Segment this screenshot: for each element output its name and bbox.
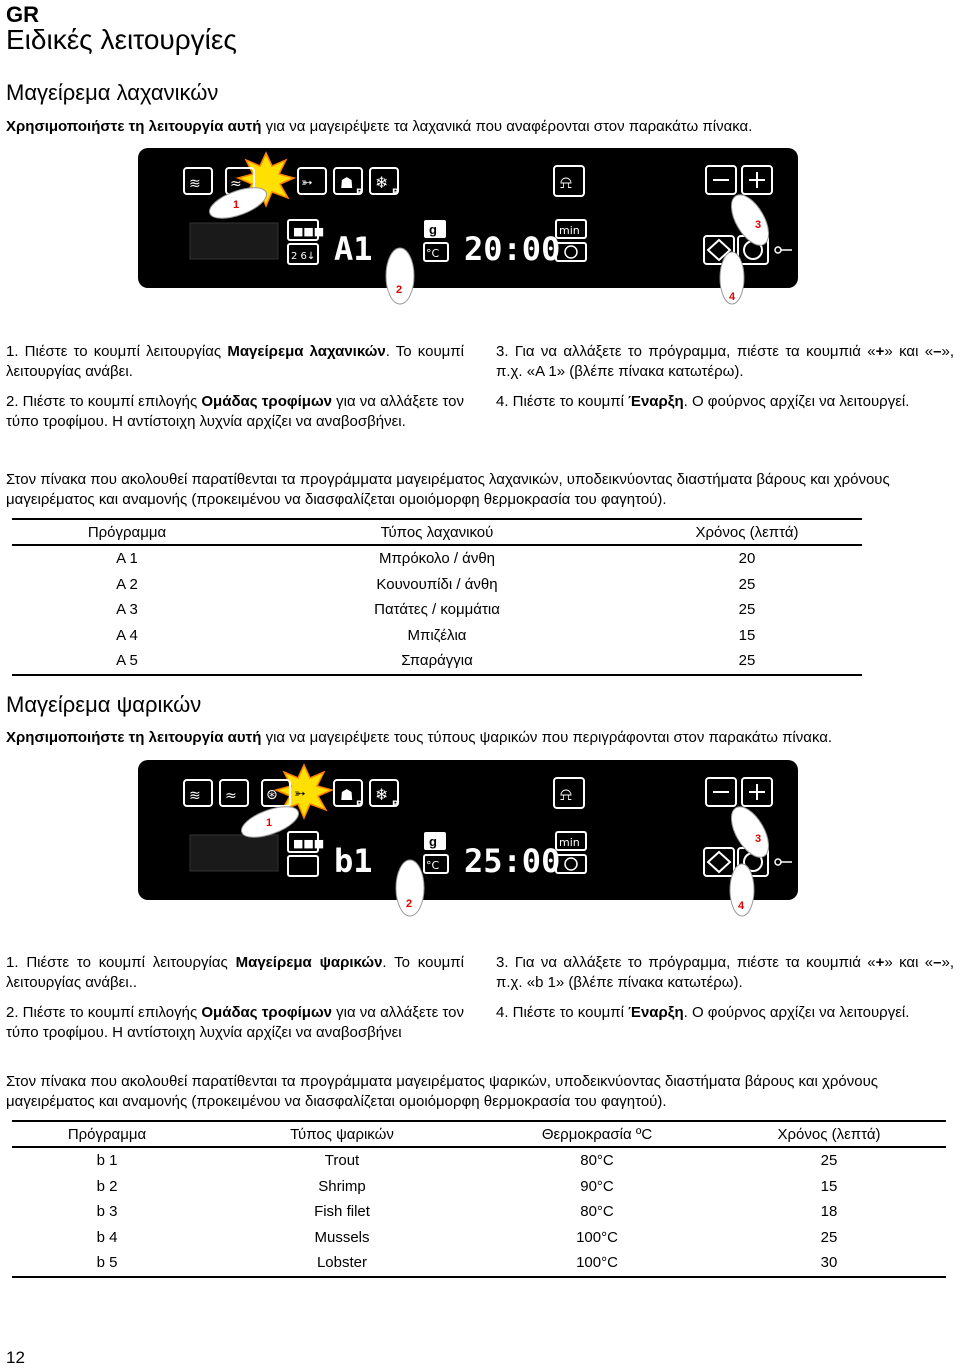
minutes-indicator bbox=[556, 832, 586, 850]
table-cell: 30 bbox=[712, 1250, 946, 1277]
callout-4 bbox=[730, 864, 754, 916]
program-display: b1 bbox=[334, 842, 373, 880]
svg-text:3: 3 bbox=[755, 219, 762, 231]
paragraph-vegetables: Στον πίνακα που ακολουθεί παρατίθενται τα προγράμματα μαγειρέματος λαχανικών, υποδεικνύοντας διαστήματα βάρους και χρόνους μαγειρέματος και αναμονής (προκειμένου να διασφαλίζεται ομοιόμορφη θερμοκρασία του φαγητού). bbox=[6, 471, 890, 508]
table-cell: A 2 bbox=[116, 575, 138, 593]
steam-function-icon[interactable] bbox=[184, 780, 212, 806]
fish-program-table bbox=[12, 1120, 946, 1278]
svg-text:2 6↓: 2 6↓ bbox=[291, 251, 316, 262]
minutes-indicator bbox=[556, 220, 586, 238]
key-lock-icon bbox=[775, 247, 792, 253]
svg-text:°C: °C bbox=[426, 247, 440, 260]
intro-vegetables bbox=[6, 118, 956, 135]
svg-text:■■■: ■■■ bbox=[293, 225, 325, 238]
table-row bbox=[12, 1147, 946, 1174]
plus-button[interactable] bbox=[742, 778, 772, 806]
svg-text:☗: ☗ bbox=[340, 174, 354, 192]
table-cell: b 1 bbox=[96, 1152, 118, 1170]
plus-button[interactable] bbox=[742, 166, 772, 194]
table-cell: 25 bbox=[738, 601, 756, 619]
table-cell: Trout bbox=[324, 1152, 360, 1170]
svg-text:2: 2 bbox=[406, 898, 413, 910]
table-cell: b 4 bbox=[96, 1228, 118, 1246]
intro-rest: για να μαγειρέψετε τους τύπους ψαρικών που περιγράφονται στον παρακάτω πίνακα. bbox=[261, 729, 833, 746]
svg-text:min: min bbox=[559, 224, 580, 237]
table-cell: 25 bbox=[820, 1152, 838, 1170]
table-cell: A 5 bbox=[12, 648, 242, 675]
svg-text:≈: ≈ bbox=[230, 176, 242, 192]
svg-text:P: P bbox=[392, 188, 399, 198]
weight-indicator bbox=[424, 220, 446, 238]
table-cell: b 5 bbox=[12, 1250, 202, 1277]
table-row bbox=[12, 597, 862, 623]
table-row bbox=[12, 545, 862, 572]
step-2: 2. Πιέστε το κουμπί επιλογής Ομάδας τροφίμων για να αλλάξετε τον τύπο τροφίμου. Η αντίστοιχη λυχνία αρχίζει να αναβοσβήνει. bbox=[6, 393, 464, 430]
timer-bell-icon[interactable] bbox=[554, 166, 584, 196]
table-row bbox=[12, 1199, 946, 1225]
weight-indicator bbox=[424, 832, 446, 850]
table-row bbox=[12, 1250, 946, 1277]
intro-rest: για να μαγειρέψετε τα λαχανικά που αναφέρονται στον παρακάτω πίνακα. bbox=[261, 118, 753, 135]
steps-left-vegetables bbox=[6, 342, 464, 442]
steps-left-fish bbox=[6, 953, 464, 1053]
control-panel-vegetables bbox=[138, 148, 798, 303]
table-cell: 100°C bbox=[482, 1250, 712, 1277]
vegetable-program-table bbox=[12, 518, 862, 676]
step-3: 3. Για να αλλάξετε το πρόγραμμα, πιέστε τα κουμπιά «+» και «–», π.χ. «b 1» (βλέπε πίνακα κατωτέρω). bbox=[496, 954, 954, 991]
table-cell: 15 bbox=[738, 626, 756, 644]
table-cell: Πατάτες / κομμάτια bbox=[374, 601, 500, 619]
paragraph-fish: Στον πίνακα που ακολουθεί παρατίθενται τα προγράμματα μαγειρέματος ψαρικών, υποδεικνύοντας διαστήματα βάρους και χρόνους μαγειρέματος και αναμονής (προκειμένου να διασφαλίζεται ομοιόμορφη θερμοκρασία του φαγητού). bbox=[6, 1073, 879, 1110]
step-1: 1. Πιέστε το κουμπί λειτουργίας Μαγείρεμα ψαρικών. Το κουμπί λειτουργίας ανάβει.. bbox=[6, 954, 464, 991]
svg-text:3: 3 bbox=[755, 833, 762, 845]
table-cell: A 4 bbox=[116, 626, 138, 644]
time-display: 20:00 bbox=[464, 230, 561, 268]
section-heading-vegetables: Μαγείρεμα λαχανικών bbox=[6, 80, 219, 105]
svg-text:❄: ❄ bbox=[375, 785, 389, 804]
step-4: 4. Πιέστε το κουμπί Έναρξη. Ο φούρνος αρχίζει να λειτουργεί. bbox=[496, 1004, 910, 1021]
table-cell: 80°C bbox=[580, 1203, 614, 1221]
step-4: 4. Πιέστε το κουμπί Έναρξη. Ο φούρνος αρχίζει να λειτουργεί. bbox=[496, 393, 910, 410]
table-cell: 25 bbox=[820, 1228, 838, 1246]
svg-text:g: g bbox=[429, 222, 437, 237]
table-cell: 100°C bbox=[576, 1228, 618, 1246]
table-cell: Shrimp bbox=[318, 1177, 366, 1195]
step-3: 3. Για να αλλάξετε το πρόγραμμα, πιέστε τα κουμπιά «+» και «–», π.χ. «A 1» (βλέπε πίνακα κατωτέρω). bbox=[496, 343, 954, 380]
meat-cooking-icon[interactable] bbox=[334, 168, 363, 198]
table-row bbox=[12, 623, 862, 649]
table-cell: 80°C bbox=[580, 1152, 614, 1170]
language-code: GR bbox=[6, 2, 39, 27]
table-header-row bbox=[12, 1121, 946, 1147]
svg-text:2: 2 bbox=[396, 284, 403, 296]
meat-cooking-icon[interactable] bbox=[334, 780, 363, 810]
svg-text:❄: ❄ bbox=[375, 173, 389, 192]
minus-button[interactable] bbox=[706, 166, 736, 194]
table-header: Πρόγραμμα bbox=[12, 519, 242, 545]
svg-text:1: 1 bbox=[266, 817, 273, 829]
steam-function-icon[interactable] bbox=[184, 168, 212, 194]
svg-text:➳: ➳ bbox=[301, 175, 313, 191]
table-cell: 90°C bbox=[580, 1177, 614, 1195]
temperature-indicator bbox=[424, 855, 448, 873]
table-cell: b 3 bbox=[96, 1203, 118, 1221]
quantity-button[interactable] bbox=[288, 832, 324, 852]
section-heading-fish: Μαγείρεμα ψαρικών bbox=[6, 692, 202, 717]
table-cell: 15 bbox=[820, 1177, 838, 1195]
svg-text:⍾: ⍾ bbox=[560, 172, 572, 193]
intro-bold: Χρησιμοποιήστε τη λειτουργία αυτή bbox=[6, 118, 262, 135]
temperature-indicator bbox=[424, 243, 448, 261]
table-row bbox=[12, 1225, 946, 1251]
table-cell: 20 bbox=[738, 550, 756, 568]
table-cell: Lobster bbox=[202, 1250, 482, 1277]
table-cell: Κουνουπίδι / άνθη bbox=[376, 575, 498, 593]
table-cell: Mussels bbox=[314, 1228, 370, 1246]
svg-text:≈: ≈ bbox=[225, 788, 237, 804]
callout-2 bbox=[396, 860, 424, 916]
svg-text:➳: ➳ bbox=[294, 786, 306, 802]
svg-text:⊛: ⊛ bbox=[266, 787, 278, 803]
svg-text:☗: ☗ bbox=[340, 786, 354, 804]
svg-text:°C: °C bbox=[426, 859, 440, 872]
callout-4 bbox=[720, 252, 744, 304]
intro-bold: Χρησιμοποιήστε τη λειτουργία αυτή bbox=[6, 729, 262, 746]
clock-icon[interactable] bbox=[556, 243, 586, 261]
svg-text:P: P bbox=[356, 800, 363, 810]
step-1: 1. Πιέστε το κουμπί λειτουργίας Μαγείρεμα λαχανικών. Το κουμπί λειτουργίας ανάβει. bbox=[6, 343, 464, 380]
time-display: 25:00 bbox=[464, 842, 561, 880]
timer-bell-icon[interactable] bbox=[554, 778, 584, 808]
svg-text:1: 1 bbox=[233, 199, 240, 211]
svg-text:g: g bbox=[429, 834, 437, 849]
table-header: Χρόνος (λεπτά) bbox=[712, 1121, 946, 1147]
table-row bbox=[12, 648, 862, 675]
table-row bbox=[12, 1174, 946, 1200]
table-cell: Μπρόκολο / άνθη bbox=[378, 550, 496, 568]
table-header: Τύπος λαχανικού bbox=[242, 519, 632, 545]
program-display: A1 bbox=[334, 230, 373, 268]
key-lock-icon bbox=[775, 859, 792, 865]
callout-2 bbox=[386, 248, 414, 304]
table-header: Θερμοκρασία ºC bbox=[482, 1121, 712, 1147]
table-cell: b 2 bbox=[96, 1177, 118, 1195]
minus-button[interactable] bbox=[706, 778, 736, 806]
steps-right-fish bbox=[496, 953, 954, 1033]
table-cell: Μπιζέλια bbox=[407, 626, 467, 644]
table-header: Τύπος ψαρικών bbox=[202, 1121, 482, 1147]
table-cell: 25 bbox=[632, 648, 862, 675]
table-cell: 25 bbox=[738, 575, 756, 593]
weight-down-button[interactable] bbox=[288, 856, 318, 876]
start-button[interactable] bbox=[704, 848, 734, 876]
table-cell: A 1 bbox=[116, 550, 138, 568]
svg-text:≋: ≋ bbox=[189, 788, 201, 804]
svg-text:■■■: ■■■ bbox=[293, 837, 325, 850]
intro-fish bbox=[6, 729, 956, 746]
defrost-icon[interactable] bbox=[370, 168, 399, 198]
svg-text:P: P bbox=[392, 800, 399, 810]
svg-text:4: 4 bbox=[738, 900, 745, 912]
vegetable-cooking-icon[interactable] bbox=[220, 780, 248, 806]
weight-down-button[interactable] bbox=[288, 244, 318, 264]
table-cell: A 3 bbox=[116, 601, 138, 619]
table-header-row bbox=[12, 519, 862, 545]
table-cell: Fish filet bbox=[314, 1203, 370, 1221]
step-2: 2. Πιέστε το κουμπί επιλογής Ομάδας τροφίμων για να αλλάξετε τον τύπο τροφίμου. Η αντίστοιχη λυχνία αρχίζει να αναβοσβήνει bbox=[6, 1004, 464, 1041]
table-header: Πρόγραμμα bbox=[12, 1121, 202, 1147]
table-cell: 18 bbox=[820, 1203, 838, 1221]
svg-text:⍾: ⍾ bbox=[560, 784, 572, 805]
svg-text:min: min bbox=[559, 836, 580, 849]
svg-text:4: 4 bbox=[729, 291, 736, 303]
defrost-icon[interactable] bbox=[370, 780, 399, 810]
svg-text:P: P bbox=[356, 188, 363, 198]
clock-icon[interactable] bbox=[556, 855, 586, 873]
quantity-button[interactable] bbox=[288, 220, 324, 240]
table-row bbox=[12, 572, 862, 598]
table-header: Χρόνος (λεπτά) bbox=[632, 519, 862, 545]
steps-right-vegetables bbox=[496, 342, 954, 422]
page-title: Ειδικές λειτουργίες bbox=[6, 24, 237, 55]
table-cell: Σπαράγγια bbox=[242, 648, 632, 675]
control-panel-fish bbox=[138, 760, 798, 912]
svg-text:≋: ≋ bbox=[189, 176, 201, 192]
fish-cooking-icon[interactable] bbox=[298, 168, 326, 194]
page-number: 12 bbox=[6, 1348, 25, 1367]
